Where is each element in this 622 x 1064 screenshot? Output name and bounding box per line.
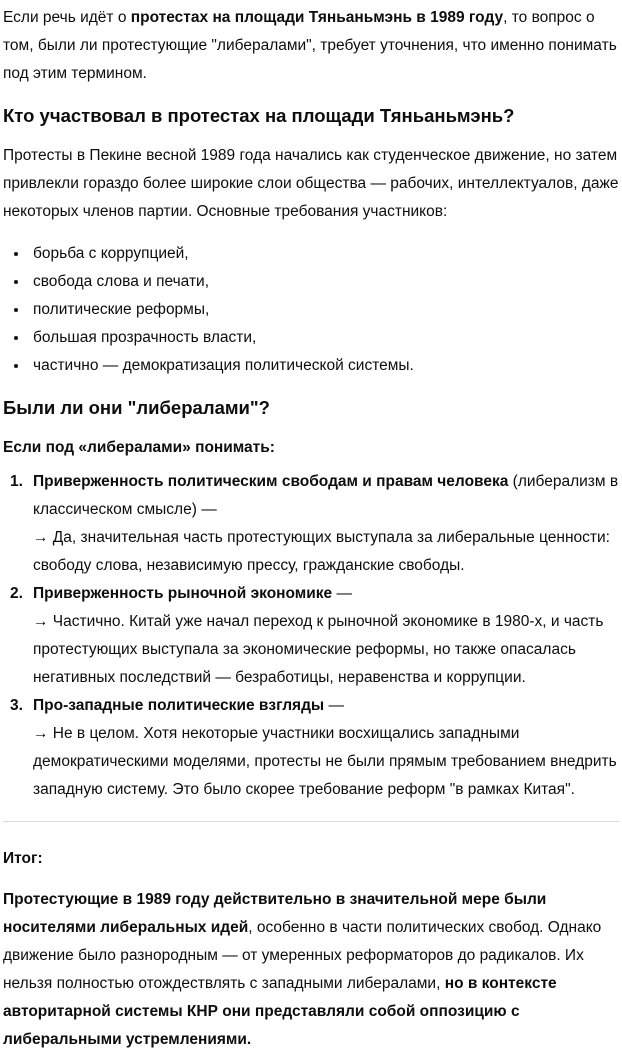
numbered-item (3, 692, 619, 804)
list-item (3, 324, 619, 352)
numbered-item (3, 580, 619, 692)
item-answer: → Не в целом. Хотя некоторые участники восхищались западными демократическими моделями, протесты не были прямым требованием внедрить западную систему. Это было скорее требование реформ "в рамках Китая". (33, 725, 617, 798)
item-number: 3. (10, 697, 23, 714)
item-number: 2. (10, 585, 23, 602)
item-answer: → Частично. Китай уже начал переход к рыночной экономике в 1980-х, и часть протестующих выступала за экономические реформы, но также опасалась негативных последствий — безработицы, неравенства и коррупции. (33, 613, 604, 686)
bullet-icon (14, 308, 18, 312)
item-title: Приверженность политическим свободам и правам человека (33, 473, 509, 490)
item-number: 1. (10, 473, 23, 490)
list-item (3, 268, 619, 296)
bullet-icon (14, 336, 18, 340)
list-item-text: частично — демократизация политической системы. (33, 357, 414, 374)
list-item-text: большая прозрачность власти, (33, 329, 257, 346)
item-suffix: — (332, 585, 352, 602)
bullet-icon (14, 252, 18, 256)
item-suffix: — (324, 697, 344, 714)
chat-response-document (3, 4, 619, 1054)
participants-paragraph: Протесты в Пекине весной 1989 года начались как студенческое движение, но затем привлекли гораздо более широкие слои общества — рабочих, интеллектуалов, даже некоторых членов партии. Основные требования участников: (3, 147, 619, 220)
numbered-item (3, 468, 619, 580)
bullet-icon (14, 280, 18, 284)
item-body (33, 468, 619, 580)
intro-paragraph: Если речь идёт о протестах на площади Тяньаньмэнь в 1989 году, то вопрос о том, были ли протестующие "либералами", требует уточнения, что именно понимать под этим термином. (3, 9, 617, 82)
item-body (33, 692, 619, 804)
demands-bullet-list (3, 240, 619, 380)
list-item (3, 240, 619, 268)
participants-heading: Кто участвовал в протестах на площади Тяньаньмэнь? (3, 105, 515, 126)
summary-label: Итог: (3, 850, 43, 867)
list-item (3, 352, 619, 380)
list-item-text: политические реформы, (33, 301, 210, 318)
item-body (33, 580, 619, 692)
definitions-numbered-list (3, 468, 619, 804)
liberals-heading: Были ли они "либералами"? (3, 397, 270, 418)
item-title: Приверженность рыночной экономике (33, 585, 333, 602)
item-suffix: (либерализм в классическом смысле) — (33, 473, 619, 518)
list-item-text: свобода слова и печати, (33, 273, 210, 290)
liberals-lead: Если под «либералами» понимать: (3, 439, 275, 456)
summary-paragraph: Протестующие в 1989 году действительно в значительной мере были носителями либеральных идей, особенно в части политических свобод. Однако движение было разнородным — от умеренных реформаторов до радикалов. Их нельзя полностью отождествлять с западными либералами, но в контексте авторитарной системы КНР они представляли собой оппозицию с либеральными устремлениями. (3, 891, 602, 1048)
list-item (3, 296, 619, 324)
section-divider (3, 821, 619, 822)
list-item-text: борьба с коррупцией, (33, 245, 189, 262)
item-answer: → Да, значительная часть протестующих выступала за либеральные ценности: свободу слова, независимую прессу, гражданские свободы. (33, 529, 610, 574)
bullet-icon (14, 364, 18, 368)
item-title: Про-западные политические взгляды (33, 697, 325, 714)
